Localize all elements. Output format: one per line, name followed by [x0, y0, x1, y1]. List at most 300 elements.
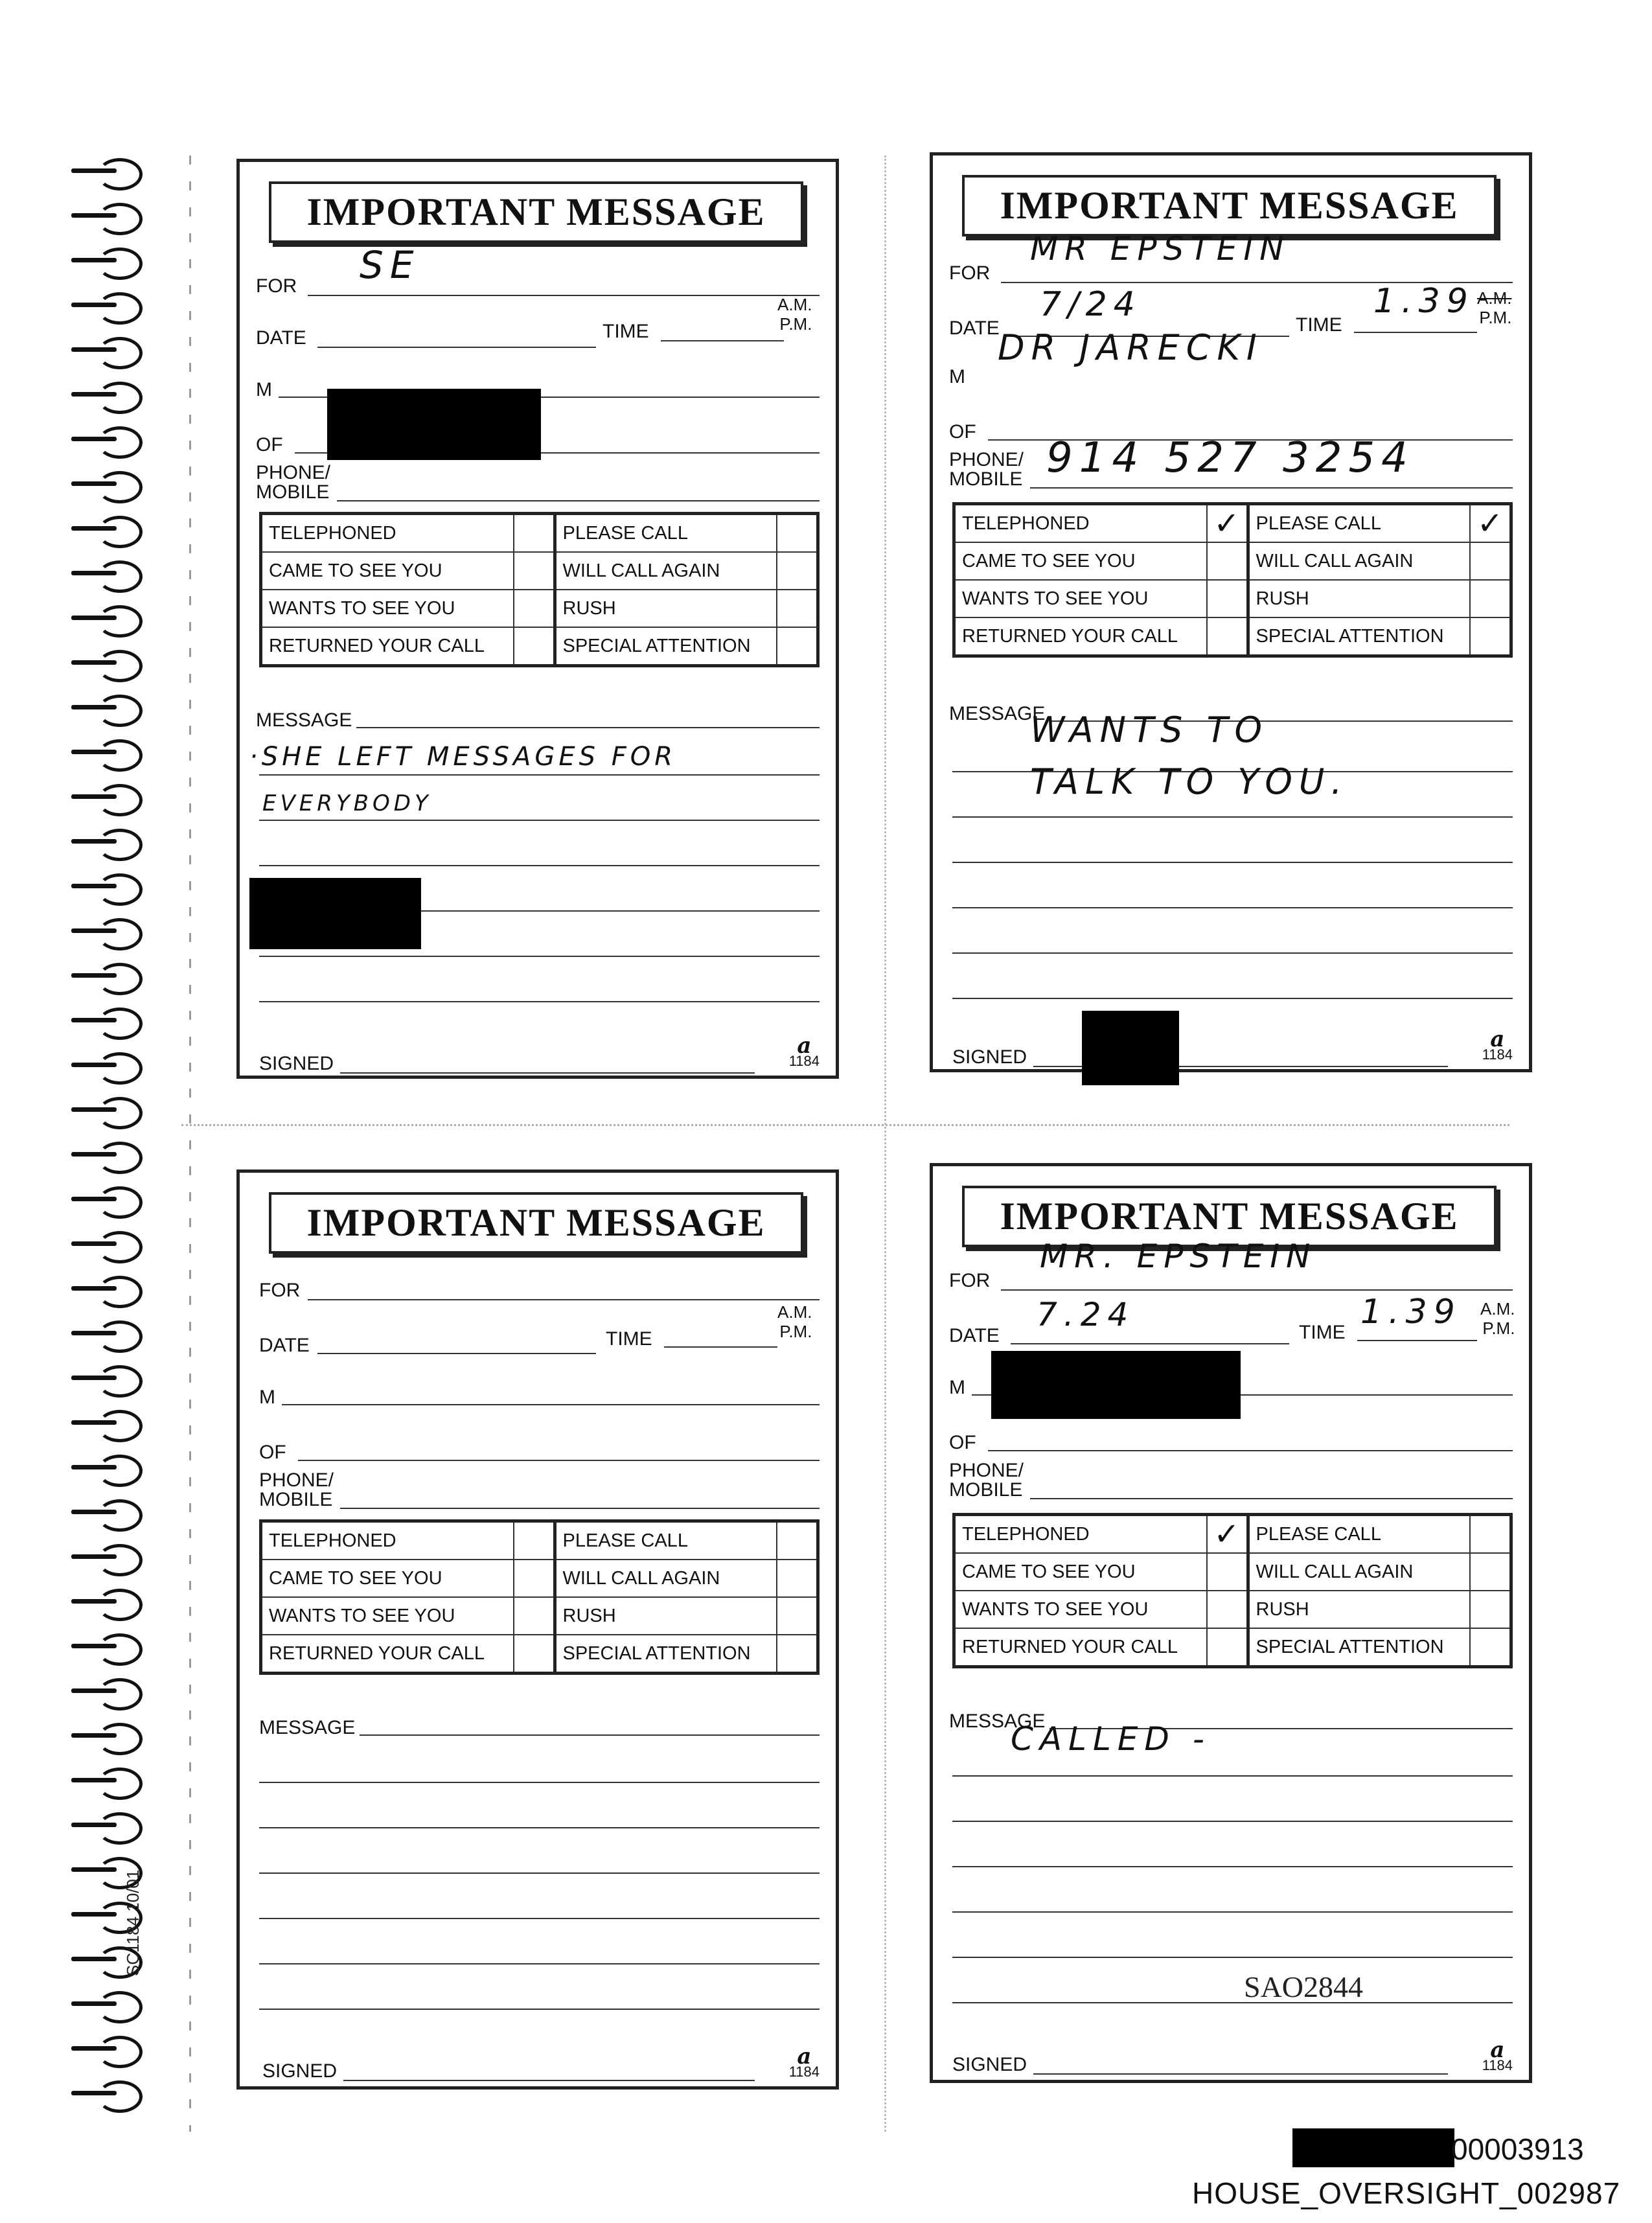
spiral-coil	[71, 379, 143, 410]
phone-line	[337, 500, 820, 501]
coil-loop	[97, 560, 143, 593]
telephoned-checkbox[interactable]	[514, 1521, 555, 1560]
spiral-coil	[71, 1273, 143, 1304]
will-call-again-label: WILL CALL AGAIN	[555, 1560, 777, 1597]
telephoned-checkbox[interactable]	[514, 514, 555, 553]
brand-logo: a	[797, 1033, 812, 1059]
coil-bar	[71, 213, 117, 218]
message-text-line1: ·SHE LEFT MESSAGES FOR	[249, 742, 677, 772]
signed-line	[343, 2080, 755, 2081]
coil-bar	[71, 1823, 117, 1827]
for-line	[308, 295, 820, 296]
message-form-4	[930, 1163, 1532, 2083]
came-to-see-you-checkbox[interactable]	[1207, 1553, 1248, 1591]
please-call-checkbox[interactable]	[777, 1521, 818, 1560]
coil-bar	[71, 1957, 117, 1961]
spiral-coil	[71, 1810, 143, 1841]
coil-loop	[97, 471, 143, 503]
coil-bar	[71, 2091, 117, 2095]
signed-label: SIGNED	[952, 2054, 1027, 2075]
will-call-again-checkbox[interactable]	[1470, 1553, 1511, 1591]
coil-loop	[97, 2080, 143, 2113]
please-call-label: PLEASE CALL	[1248, 504, 1470, 543]
for-line	[1001, 1289, 1513, 1291]
m-label: M	[256, 379, 272, 400]
time-line	[1357, 1340, 1477, 1341]
coil-loop	[97, 426, 143, 459]
coil-loop	[97, 695, 143, 727]
brand-code: 1184	[788, 1053, 820, 1069]
coil-loop	[97, 203, 143, 235]
brand-mark	[1482, 1026, 1513, 1063]
signed-label: SIGNED	[259, 1053, 334, 1074]
telephoned-label: TELEPHONED	[261, 514, 514, 553]
spiral-coil	[71, 1497, 143, 1528]
please-call-checkbox[interactable]	[777, 514, 818, 553]
coil-loop	[97, 1544, 143, 1576]
message-line	[259, 1872, 820, 1874]
telephoned-checkbox[interactable]: ✓	[1207, 1515, 1248, 1554]
special-attention-checkbox[interactable]	[777, 1635, 818, 1674]
message-line	[952, 2002, 1513, 2003]
coil-bar	[71, 616, 117, 620]
rush-label: RUSH	[1248, 1591, 1470, 1628]
of-label: OF	[949, 421, 976, 443]
for-value: MR EPSTEIN	[1030, 230, 1291, 268]
spiral-coil	[71, 468, 143, 500]
form-title: IMPORTANT MESSAGE	[269, 181, 803, 243]
pm-label: P.M.	[1482, 1319, 1515, 1338]
am-label: A.M.	[777, 295, 812, 314]
spiral-coil	[71, 1318, 143, 1349]
message-line	[259, 1001, 820, 1002]
coil-bar	[71, 1376, 117, 1380]
spiral-coil	[71, 781, 143, 812]
coil-bar	[71, 1286, 117, 1291]
m-label: M	[949, 366, 965, 387]
date-label: DATE	[256, 327, 306, 349]
will-call-again-checkbox[interactable]	[777, 552, 818, 590]
coil-bar	[71, 794, 117, 799]
coil-loop	[97, 1008, 143, 1040]
please-call-label: PLEASE CALL	[555, 514, 777, 553]
coil-bar	[71, 884, 117, 888]
spiral-coil	[71, 692, 143, 723]
table-row	[954, 1515, 1511, 1554]
table-row	[954, 617, 1511, 656]
checkbox-table	[952, 502, 1513, 658]
brand-code: 1184	[1482, 1046, 1513, 1063]
coil-loop	[97, 382, 143, 414]
message-line	[356, 727, 820, 728]
vertical-perforation	[884, 155, 886, 2132]
wants-to-see-you-checkbox[interactable]	[514, 1597, 555, 1635]
coil-loop	[97, 1589, 143, 1621]
phone-label	[949, 1461, 1024, 1500]
checkbox-table	[952, 1513, 1513, 1668]
spiral-coil	[71, 1541, 143, 1572]
spiral-coil	[71, 647, 143, 678]
spiral-coil	[71, 1184, 143, 1215]
message-line	[259, 1963, 820, 1964]
coil-bar	[71, 1554, 117, 1559]
coil-bar	[71, 1063, 117, 1067]
coil-loop	[97, 1186, 143, 1219]
am-pm-label	[1477, 288, 1511, 327]
rush-label: RUSH	[555, 1597, 777, 1635]
spiral-coil	[71, 826, 143, 857]
message-line	[952, 952, 1513, 954]
returned-your-call-checkbox[interactable]	[1207, 617, 1248, 656]
signed-line	[1033, 2073, 1448, 2075]
time-label: TIME	[602, 321, 649, 342]
signed-line	[340, 1072, 755, 1074]
message-line	[952, 816, 1513, 818]
coil-bar	[71, 660, 117, 665]
spiral-coil	[71, 1094, 143, 1125]
coil-bar	[71, 1778, 117, 1782]
coil-loop	[97, 1276, 143, 1308]
brand-logo: a	[1490, 1026, 1505, 1052]
came-to-see-you-label: CAME TO SEE YOU	[261, 1560, 514, 1597]
table-row	[954, 1628, 1511, 1667]
spiral-coil	[71, 1139, 143, 1170]
returned-your-call-checkbox[interactable]	[514, 627, 555, 666]
came-to-see-you-label: CAME TO SEE YOU	[954, 542, 1207, 580]
wants-to-see-you-checkbox[interactable]	[514, 590, 555, 627]
coil-loop	[97, 516, 143, 548]
coil-bar	[71, 1912, 117, 1917]
brand-mark	[788, 2044, 820, 2080]
time-line	[1354, 332, 1477, 333]
am-label: A.M.	[1477, 288, 1512, 308]
m-line	[282, 1404, 820, 1405]
coil-bar	[71, 973, 117, 978]
coil-loop	[97, 1991, 143, 2023]
spiral-binding	[71, 155, 149, 2125]
message-line	[259, 820, 820, 821]
coil-loop	[97, 1097, 143, 1129]
of-line	[298, 1460, 820, 1461]
table-row	[261, 1635, 818, 1674]
coil-bar	[71, 1018, 117, 1022]
time-label: TIME	[1296, 314, 1342, 336]
horizontal-perforation	[181, 1124, 1509, 1126]
came-to-see-you-label: CAME TO SEE YOU	[954, 1553, 1207, 1591]
message-line	[952, 1866, 1513, 1867]
document-number: 00003913	[1451, 2132, 1584, 2166]
phone-value: 914 527 3254	[1046, 434, 1414, 482]
table-row	[954, 542, 1511, 580]
message-label: MESSAGE	[259, 1717, 356, 1738]
phone-label-text: PHONE/	[256, 462, 331, 483]
coil-loop	[97, 1365, 143, 1398]
phone-label	[259, 1471, 334, 1510]
message-label: MESSAGE	[256, 709, 352, 731]
message-line	[952, 1911, 1513, 1913]
spiral-coil	[71, 1005, 143, 1036]
mobile-label-text: MOBILE	[256, 481, 330, 503]
coil-loop	[97, 1320, 143, 1353]
please-call-checkbox[interactable]	[1470, 1515, 1511, 1554]
date-label: DATE	[949, 1325, 1000, 1346]
coil-bar	[71, 1465, 117, 1469]
coil-loop	[97, 1633, 143, 1666]
side-code: SC1184 10/01	[123, 1869, 143, 1976]
coil-loop	[97, 918, 143, 950]
brand-code: 1184	[1482, 2057, 1513, 2073]
message-form-2	[930, 152, 1532, 1072]
message-text-line1: WANTS TO	[1030, 709, 1268, 750]
wants-to-see-you-label: WANTS TO SEE YOU	[954, 1591, 1207, 1628]
spiral-coil	[71, 1050, 143, 1081]
telephoned-checkbox[interactable]: ✓	[1207, 504, 1248, 543]
coil-loop	[97, 650, 143, 682]
time-line	[664, 1346, 777, 1348]
phone-line	[1030, 487, 1513, 489]
for-label: FOR	[949, 1270, 991, 1291]
table-row	[954, 1553, 1511, 1591]
coil-bar	[71, 839, 117, 844]
message-line	[952, 907, 1513, 908]
special-attention-label: SPECIAL ATTENTION	[1248, 1628, 1470, 1667]
m-value: DR JARECKI	[998, 327, 1263, 368]
wants-to-see-you-label: WANTS TO SEE YOU	[954, 580, 1207, 617]
brand-mark	[788, 1033, 820, 1069]
for-line	[308, 1299, 820, 1300]
coil-loop	[97, 873, 143, 906]
brand-code: 1184	[788, 2064, 820, 2080]
please-call-checkbox[interactable]: ✓	[1470, 504, 1511, 543]
coil-bar	[71, 1644, 117, 1648]
coil-loop	[97, 2036, 143, 2068]
time-value: 1.39	[1360, 1293, 1462, 1331]
coil-bar	[71, 481, 117, 486]
message-text-line1: CALLED -	[1011, 1720, 1211, 1758]
rush-checkbox[interactable]	[1470, 580, 1511, 617]
returned-your-call-label: RETURNED YOUR CALL	[954, 617, 1207, 656]
came-to-see-you-checkbox[interactable]	[514, 1560, 555, 1597]
form-title: IMPORTANT MESSAGE	[962, 1186, 1497, 1247]
message-line	[952, 862, 1513, 863]
coil-loop	[97, 248, 143, 280]
spiral-coil	[71, 558, 143, 589]
date-label: DATE	[259, 1335, 310, 1356]
coil-bar	[71, 1510, 117, 1514]
coil-bar	[71, 1107, 117, 1112]
spiral-coil	[71, 155, 143, 187]
pm-label: P.M.	[779, 1322, 812, 1341]
coil-bar	[71, 571, 117, 575]
coil-loop	[97, 337, 143, 369]
date-line	[317, 347, 596, 348]
spiral-coil	[71, 871, 143, 902]
coil-loop	[97, 1768, 143, 1800]
am-label: A.M.	[1480, 1299, 1515, 1319]
coil-loop	[97, 829, 143, 861]
coil-loop	[97, 1410, 143, 1442]
coil-bar	[71, 303, 117, 307]
coil-loop	[97, 605, 143, 638]
redaction-box	[991, 1351, 1241, 1419]
coil-loop	[97, 1231, 143, 1263]
will-call-again-label: WILL CALL AGAIN	[1248, 1553, 1470, 1591]
coil-loop	[97, 1052, 143, 1085]
coil-bar	[71, 750, 117, 754]
coil-bar	[71, 1420, 117, 1425]
wants-to-see-you-label: WANTS TO SEE YOU	[261, 590, 514, 627]
spiral-coil	[71, 1765, 143, 1796]
form-title: IMPORTANT MESSAGE	[269, 1192, 803, 1254]
pm-label: P.M.	[1479, 308, 1512, 327]
returned-your-call-label: RETURNED YOUR CALL	[954, 1628, 1207, 1667]
of-line	[988, 1450, 1513, 1451]
phone-line	[340, 1508, 820, 1509]
for-value: SE	[360, 243, 420, 287]
spiral-coil	[71, 1676, 143, 1707]
coil-loop	[97, 1812, 143, 1845]
redaction-box	[249, 878, 421, 949]
time-line	[661, 340, 784, 341]
special-attention-label: SPECIAL ATTENTION	[555, 1635, 777, 1674]
coil-bar	[71, 168, 117, 173]
message-line	[952, 998, 1513, 999]
mobile-label-text: MOBILE	[949, 1479, 1023, 1501]
table-row	[261, 627, 818, 666]
bates-id: HOUSE_OVERSIGHT_002987	[1192, 2176, 1621, 2210]
message-line	[360, 1734, 820, 1736]
for-label: FOR	[256, 275, 297, 297]
am-pm-label	[777, 1302, 812, 1341]
spiral-coil	[71, 1228, 143, 1260]
date-value: 7/24	[1040, 285, 1141, 324]
spiral-coil	[71, 2078, 143, 2109]
coil-loop	[97, 1678, 143, 1710]
rush-checkbox[interactable]	[1470, 1591, 1511, 1628]
will-call-again-label: WILL CALL AGAIN	[1248, 542, 1470, 580]
message-label: MESSAGE	[949, 1710, 1046, 1732]
special-attention-label: SPECIAL ATTENTION	[1248, 617, 1470, 656]
time-label: TIME	[606, 1328, 652, 1350]
message-text-line2: TALK TO YOU.	[1030, 761, 1349, 802]
special-attention-checkbox[interactable]	[1470, 617, 1511, 656]
will-call-again-checkbox[interactable]	[1470, 542, 1511, 580]
wants-to-see-you-checkbox[interactable]	[1207, 1591, 1248, 1628]
coil-bar	[71, 1688, 117, 1693]
coil-loop	[97, 292, 143, 325]
coil-loop	[97, 1455, 143, 1487]
of-label: OF	[259, 1442, 286, 1463]
am-label: A.M.	[777, 1302, 812, 1322]
message-line	[259, 1782, 820, 1783]
stamp-code: SAO2844	[1244, 1970, 1364, 2003]
for-label: FOR	[949, 262, 991, 284]
phone-label-text: PHONE/	[949, 449, 1024, 470]
will-call-again-label: WILL CALL AGAIN	[555, 552, 777, 590]
rush-checkbox[interactable]	[777, 1597, 818, 1635]
time-label: TIME	[1299, 1322, 1346, 1343]
date-line	[1011, 1343, 1289, 1344]
spiral-coil	[71, 1452, 143, 1483]
message-line	[259, 1827, 820, 1828]
coil-bar	[71, 437, 117, 441]
coil-bar	[71, 705, 117, 709]
phone-label-text: PHONE/	[949, 1460, 1024, 1481]
coil-bar	[71, 928, 117, 933]
signed-label: SIGNED	[952, 1046, 1027, 1068]
coil-bar	[71, 1197, 117, 1201]
returned-your-call-label: RETURNED YOUR CALL	[261, 627, 514, 666]
coil-bar	[71, 392, 117, 397]
message-line	[259, 1918, 820, 1919]
mobile-label-text: MOBILE	[949, 468, 1023, 490]
phone-label-text: PHONE/	[259, 1469, 334, 1491]
spiral-coil	[71, 1586, 143, 1617]
phone-label	[256, 463, 330, 502]
coil-bar	[71, 1331, 117, 1335]
for-label: FOR	[259, 1280, 301, 1301]
coil-loop	[97, 158, 143, 190]
message-line	[259, 956, 820, 957]
please-call-label: PLEASE CALL	[555, 1521, 777, 1560]
returned-your-call-checkbox[interactable]	[1207, 1628, 1248, 1667]
message-line	[952, 1821, 1513, 1822]
telephoned-label: TELEPHONED	[261, 1521, 514, 1560]
message-label: MESSAGE	[949, 703, 1046, 724]
came-to-see-you-checkbox[interactable]	[1207, 542, 1248, 580]
coil-bar	[71, 2046, 117, 2051]
redaction-box	[1292, 2128, 1454, 2167]
spiral-coil	[71, 1407, 143, 1438]
will-call-again-checkbox[interactable]	[777, 1560, 818, 1597]
coil-bar	[71, 526, 117, 531]
coil-bar	[71, 1867, 117, 1872]
special-attention-checkbox[interactable]	[777, 627, 818, 666]
spiral-coil	[71, 1363, 143, 1394]
table-row	[261, 1560, 818, 1597]
spiral-coil	[71, 1720, 143, 1751]
telephoned-label: TELEPHONED	[954, 504, 1207, 543]
special-attention-checkbox[interactable]	[1470, 1628, 1511, 1667]
brand-logo: a	[797, 2044, 812, 2069]
please-call-label: PLEASE CALL	[1248, 1515, 1470, 1554]
spiral-coil	[71, 513, 143, 544]
table-row	[261, 590, 818, 627]
coil-bar	[71, 1599, 117, 1604]
spiral-coil	[71, 424, 143, 455]
m-label: M	[259, 1387, 275, 1408]
rush-checkbox[interactable]	[777, 590, 818, 627]
coil-loop	[97, 963, 143, 995]
phone-line	[1030, 1498, 1513, 1499]
came-to-see-you-checkbox[interactable]	[514, 552, 555, 590]
checkbox-table	[259, 512, 820, 667]
returned-your-call-checkbox[interactable]	[514, 1635, 555, 1674]
message-line	[952, 1957, 1513, 1958]
returned-your-call-label: RETURNED YOUR CALL	[261, 1635, 514, 1674]
spiral-coil	[71, 334, 143, 365]
special-attention-label: SPECIAL ATTENTION	[555, 627, 777, 666]
rush-label: RUSH	[555, 590, 777, 627]
perforation-line	[189, 155, 191, 2132]
m-label: M	[949, 1377, 965, 1398]
message-line	[259, 774, 820, 776]
wants-to-see-you-checkbox[interactable]	[1207, 580, 1248, 617]
coil-bar	[71, 1733, 117, 1738]
date-line	[317, 1353, 596, 1354]
spiral-coil	[71, 200, 143, 231]
telephoned-label: TELEPHONED	[954, 1515, 1207, 1554]
